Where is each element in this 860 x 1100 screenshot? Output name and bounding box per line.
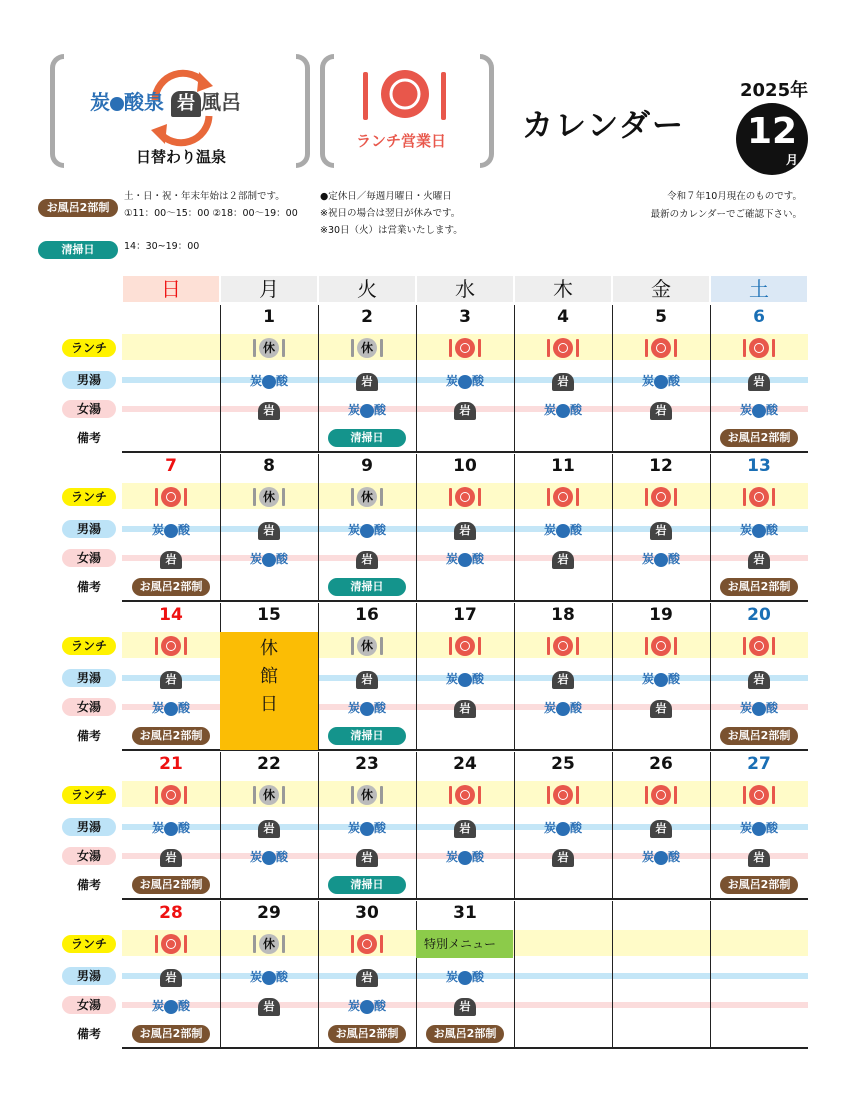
iwa-bath-icon: 岩 (416, 399, 514, 421)
logo-furo: 風呂 (200, 90, 241, 114)
lunch-open-icon (710, 634, 808, 656)
note-pill-ofuro: お風呂2部制 (132, 727, 210, 745)
lunch-open-icon (122, 485, 220, 507)
row-label-female: 女湯 (62, 996, 116, 1014)
column-divider (710, 901, 711, 1047)
tansan-bath-icon: 炭 酸 (347, 403, 387, 417)
legend-seisou-pill: 清掃日 (38, 238, 118, 259)
day-number: 3 (459, 307, 471, 327)
month-number: 12 (746, 111, 798, 152)
note-pill-seisou: 清掃日 (328, 578, 406, 596)
lunch-open-icon (318, 932, 416, 954)
note-pill-ofuro: お風呂2部制 (132, 876, 210, 894)
row-label-female: 女湯 (62, 400, 116, 418)
lunch-open-icon (710, 485, 808, 507)
lunch-closed-icon: 休 (318, 336, 416, 358)
weekday-header: 金 (613, 276, 709, 302)
note-pill-ofuro: お風呂2部制 (720, 578, 798, 596)
year-label: 2025年 (740, 80, 809, 101)
day-number: 15 (257, 605, 281, 625)
row-label-female: 女湯 (62, 549, 116, 567)
weekday-header: 月 (221, 276, 317, 302)
iwa-bath-icon: 岩 (612, 519, 710, 541)
legend-ofuro-text: 土・日・祝・年末年始は２部制です。 ①11：00～15：00 ②18：00～19：00 (124, 191, 298, 219)
tansan-bath-icon: 炭 酸 (445, 552, 485, 566)
row-label-lunch: ランチ (62, 786, 116, 804)
lunch-open-icon (122, 932, 220, 954)
iwa-bath-icon: 岩 (514, 548, 612, 570)
row-label-note: 備考 (76, 878, 101, 892)
note-pill-ofuro: お風呂2部制 (132, 1025, 210, 1043)
middle-bracket-right (296, 54, 310, 168)
iwa-bath-icon: 岩 (710, 846, 808, 868)
lunch-open-icon (710, 783, 808, 805)
tansan-bath-icon: 炭 酸 (543, 403, 583, 417)
tansan-bath-icon: 炭 酸 (543, 821, 583, 835)
day-number: 30 (355, 903, 379, 923)
tansan-bath-icon: 炭 酸 (347, 821, 387, 835)
tansan-bath-icon: 炭 酸 (641, 672, 681, 686)
closed-label-char: 日 (260, 694, 278, 715)
legend-seisou-time: 14：30~19：00 (124, 241, 200, 252)
note-pill-ofuro: お風呂2部制 (426, 1025, 504, 1043)
tansan-bath-icon: 炭 酸 (347, 523, 387, 537)
day-number: 19 (649, 605, 673, 625)
week-divider (122, 600, 808, 602)
closed-day-block (220, 632, 318, 750)
weekday-header: 火 (319, 276, 415, 302)
note-pill-seisou: 清掃日 (328, 876, 406, 894)
day-number: 11 (551, 456, 575, 476)
lunch-open-icon (612, 783, 710, 805)
tansan-bath-icon: 炭 酸 (151, 523, 191, 537)
row-label-lunch: ランチ (62, 488, 116, 506)
row-label-note: 備考 (76, 431, 101, 445)
lunch-open-icon (416, 783, 514, 805)
iwa-bath-icon: 岩 (122, 966, 220, 988)
row-label-note: 備考 (76, 729, 101, 743)
lunch-open-icon (416, 485, 514, 507)
weekday-header: 水 (417, 276, 513, 302)
day-number: 20 (747, 605, 771, 625)
tansan-bath-icon: 炭 酸 (445, 970, 485, 984)
tansan-bath-icon: 炭 酸 (347, 999, 387, 1013)
row-label-note: 備考 (76, 580, 101, 594)
iwa-bath-icon: 岩 (318, 548, 416, 570)
lunch-closed-icon: 休 (220, 783, 318, 805)
iwa-bath-icon: 岩 (318, 966, 416, 988)
iwa-bath-icon: 岩 (514, 846, 612, 868)
iwa-bath-icon: 岩 (612, 817, 710, 839)
page-title: カレンダー (522, 108, 685, 144)
row-label-note: 備考 (76, 1027, 101, 1041)
day-number: 5 (655, 307, 667, 327)
note-pill-seisou: 清掃日 (328, 727, 406, 745)
weekday-header: 土 (711, 276, 807, 302)
iwa-bath-icon: 岩 (318, 370, 416, 392)
row-label-male: 男湯 (62, 669, 116, 687)
iwa-bath-icon: 岩 (416, 817, 514, 839)
day-number: 13 (747, 456, 771, 476)
lunch-open-icon (612, 336, 710, 358)
tansan-bath-icon: 炭 酸 (739, 403, 779, 417)
note-pill-seisou: 清掃日 (328, 429, 406, 447)
row-label-male: 男湯 (62, 967, 116, 985)
bubble-icon (110, 97, 124, 111)
weekday-header: 木 (515, 276, 611, 302)
lunch-plate-icon (355, 66, 455, 126)
lunch-open-icon (416, 634, 514, 656)
lunch-closed-icon: 休 (318, 485, 416, 507)
day-number: 4 (557, 307, 569, 327)
iwa-bath-icon: 岩 (612, 399, 710, 421)
iwa-bath-icon: 岩 (416, 995, 514, 1017)
iwa-bath-icon: 岩 (122, 548, 220, 570)
day-number: 6 (753, 307, 765, 327)
middle-bracket-left (320, 54, 334, 168)
day-number: 2 (361, 307, 373, 327)
closed-label-char: 休 (260, 638, 278, 659)
day-number: 28 (159, 903, 183, 923)
week-divider (122, 898, 808, 900)
tansan-bath-icon: 炭 酸 (249, 374, 289, 388)
lunch-open-icon (514, 783, 612, 805)
day-number: 27 (747, 754, 771, 774)
weekday-header: 日 (123, 276, 219, 302)
tansan-bath-icon: 炭 酸 (641, 552, 681, 566)
tansan-bath-icon: 炭 酸 (445, 672, 485, 686)
row-label-lunch: ランチ (62, 339, 116, 357)
iwa-bath-icon: 岩 (220, 399, 318, 421)
row-label-lunch: ランチ (62, 637, 116, 655)
lunch-open-icon (416, 336, 514, 358)
iwa-bath-icon: 岩 (318, 668, 416, 690)
logo-san: 酸泉 (124, 90, 164, 114)
column-divider (612, 901, 613, 1047)
iwa-bath-icon: 岩 (514, 370, 612, 392)
tansan-bath-icon: 炭 酸 (445, 374, 485, 388)
special-menu-cell: 特別メニュー (416, 930, 513, 958)
lunch-closed-icon: 休 (318, 783, 416, 805)
row-label-male: 男湯 (62, 520, 116, 538)
tansan-bath-icon: 炭 酸 (641, 850, 681, 864)
day-number: 26 (649, 754, 673, 774)
iwa-bath-icon: 岩 (416, 697, 514, 719)
lunch-closed-icon: 休 (318, 634, 416, 656)
month-unit: 月 (786, 153, 799, 167)
column-divider (514, 901, 515, 1047)
note-pill-ofuro: お風呂2部制 (720, 876, 798, 894)
tansan-bath-icon: 炭 酸 (739, 821, 779, 835)
iwa-bath-icon: 岩 (318, 846, 416, 868)
tansan-bath-icon: 炭 酸 (641, 374, 681, 388)
row-label-lunch: ランチ (62, 935, 116, 953)
iwa-bath-icon: 岩 (220, 519, 318, 541)
iwa-bath-icon: 岩 (514, 668, 612, 690)
tansan-bath-icon: 炭 酸 (151, 821, 191, 835)
tansan-bath-icon: 炭 酸 (249, 552, 289, 566)
iwa-bath-icon: 岩 (612, 697, 710, 719)
tansan-bath-icon: 炭 酸 (249, 850, 289, 864)
week-divider (122, 451, 808, 453)
lunch-closed-icon: 休 (220, 932, 318, 954)
note-pill-ofuro: お風呂2部制 (720, 429, 798, 447)
iwa-bath-icon: 岩 (710, 548, 808, 570)
day-number: 16 (355, 605, 379, 625)
note-pill-ofuro: お風呂2部制 (328, 1025, 406, 1043)
tansan-bath-icon: 炭 酸 (739, 523, 779, 537)
tansan-bath-icon: 炭 酸 (151, 701, 191, 715)
onsen-logo (90, 86, 241, 117)
day-number: 1 (263, 307, 275, 327)
lunch-open-icon (122, 783, 220, 805)
tansan-bath-icon: 炭 酸 (445, 850, 485, 864)
logo-iwa: 岩 (171, 91, 201, 117)
row-label-female: 女湯 (62, 698, 116, 716)
lunch-closed-icon: 休 (220, 485, 318, 507)
month-badge (736, 103, 808, 175)
iwa-bath-icon: 岩 (220, 995, 318, 1017)
row-label-male: 男湯 (62, 371, 116, 389)
header (0, 0, 860, 185)
legend-version-note: 令和７年10月現在のものです。 最新のカレンダーでご確認下さい。 (650, 191, 802, 220)
day-number: 24 (453, 754, 477, 774)
lunch-open-icon (612, 634, 710, 656)
day-number: 25 (551, 754, 575, 774)
day-number: 10 (453, 456, 477, 476)
day-number: 29 (257, 903, 281, 923)
day-number: 12 (649, 456, 673, 476)
row-label-male: 男湯 (62, 818, 116, 836)
closed-label-char: 館 (260, 666, 278, 687)
day-number: 7 (165, 456, 177, 476)
iwa-bath-icon: 岩 (710, 668, 808, 690)
lunch-open-icon (514, 634, 612, 656)
day-number: 8 (263, 456, 275, 476)
tansan-bath-icon: 炭 酸 (151, 999, 191, 1013)
day-number: 23 (355, 754, 379, 774)
right-bracket (480, 54, 494, 168)
lunch-closed-icon: 休 (220, 336, 318, 358)
lunch-open-icon (514, 485, 612, 507)
tansan-bath-icon: 炭 酸 (739, 701, 779, 715)
lunch-business-day-label: ランチ営業日 (356, 132, 447, 150)
lunch-open-icon (122, 634, 220, 656)
logo-tan: 炭 (90, 90, 110, 114)
iwa-bath-icon: 岩 (220, 817, 318, 839)
day-number: 9 (361, 456, 373, 476)
day-number: 31 (453, 903, 477, 923)
lunch-open-icon (710, 336, 808, 358)
tansan-bath-icon: 炭 酸 (543, 523, 583, 537)
iwa-bath-icon: 岩 (122, 846, 220, 868)
day-number: 17 (453, 605, 477, 625)
legend-holiday-text: ●定休日／毎週月曜日・火曜日 ※祝日の場合は翌日が休みです。 ※30日（火）は営業いたします。 (320, 191, 463, 236)
week-divider (122, 1047, 808, 1049)
iwa-bath-icon: 岩 (122, 668, 220, 690)
lunch-open-icon (514, 336, 612, 358)
lunch-open-icon (612, 485, 710, 507)
legend-ofuro-pill: お風呂2部制 (38, 196, 118, 217)
tansan-bath-icon: 炭 酸 (347, 701, 387, 715)
left-bracket (50, 54, 64, 168)
onsen-subtitle: 日替わり温泉 (136, 148, 227, 166)
note-pill-ofuro: お風呂2部制 (132, 578, 210, 596)
day-number: 21 (159, 754, 183, 774)
iwa-bath-icon: 岩 (710, 370, 808, 392)
row-label-female: 女湯 (62, 847, 116, 865)
day-number: 18 (551, 605, 575, 625)
note-pill-ofuro: お風呂2部制 (720, 727, 798, 745)
tansan-bath-icon: 炭 酸 (543, 701, 583, 715)
day-number: 14 (159, 605, 183, 625)
iwa-bath-icon: 岩 (416, 519, 514, 541)
day-number: 22 (257, 754, 281, 774)
tansan-bath-icon: 炭 酸 (249, 970, 289, 984)
